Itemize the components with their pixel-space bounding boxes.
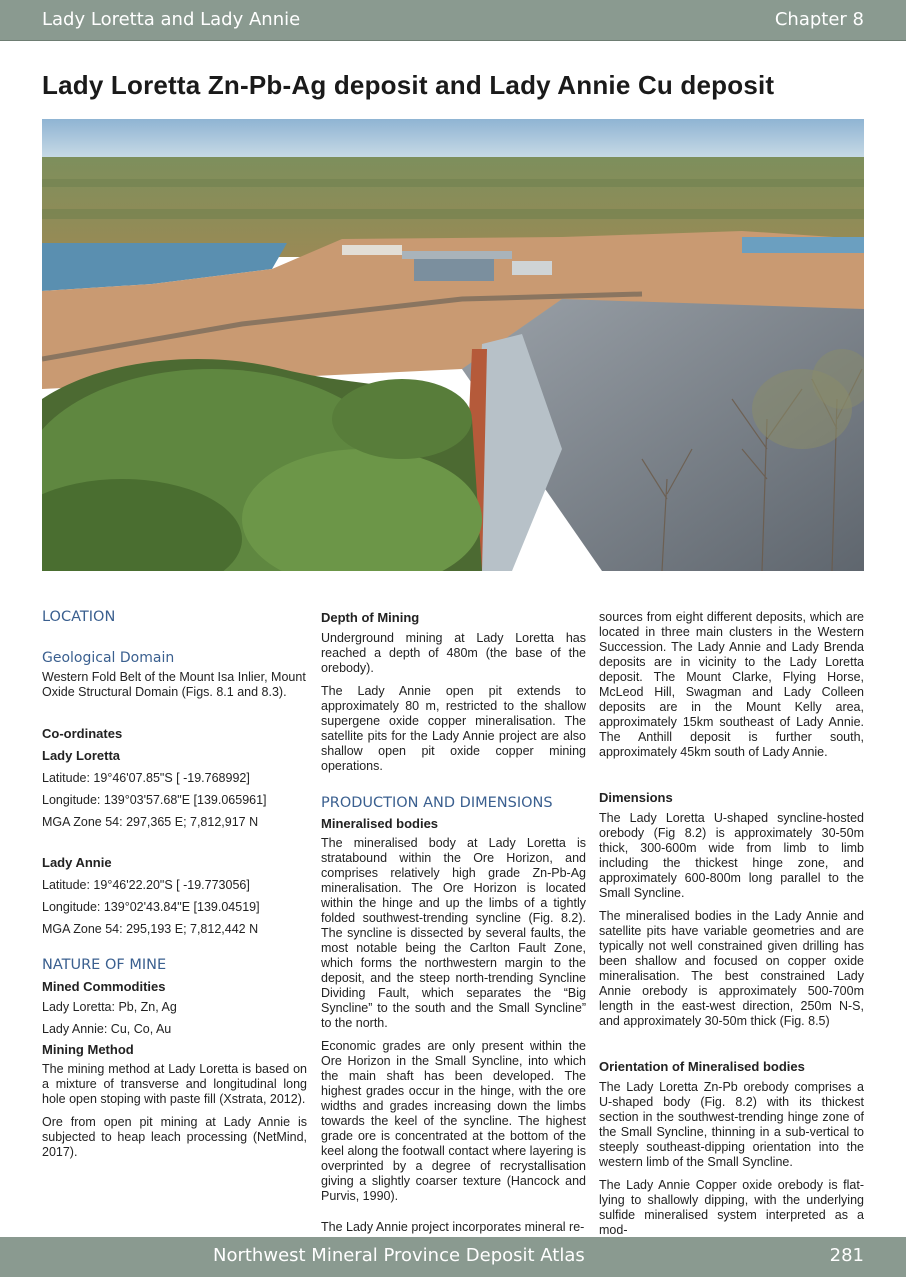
- mined-commodities-heading: Mined Commodities: [42, 979, 166, 994]
- section-heading-production: PRODUCTION AND DIMENSIONS: [321, 795, 553, 811]
- mining-method-paragraph-2: Ore from open pit mining at Lady Annie is subjected to heap leach processing (NetMind, 2017).: [42, 1115, 307, 1159]
- column-1: [42, 610, 307, 1160]
- lady-loretta-latitude: Latitude: 19°46'07.85"S [ -19.768992]: [42, 771, 250, 785]
- geological-domain-text: Western Fold Belt of the Mount Isa Inlier, Mount Oxide Structural Domain (Figs. 8.1 and 8.3).: [42, 670, 306, 699]
- column-3: [599, 610, 864, 1238]
- depth-paragraph-1: Underground mining at Lady Loretta has reached a depth of 480m (the base of the orebody).: [321, 631, 586, 675]
- mining-method-paragraph-1: The mining method at Lady Loretta is based on a mixture of transverse and longitudinal long hole open stoping with paste fill (Xstrata, 2012).: [42, 1062, 307, 1106]
- page-title: Lady Loretta Zn-Pb-Ag deposit and Lady Annie Cu deposit: [42, 70, 775, 100]
- footer-publication-title: Northwest Mineral Province Deposit Atlas: [213, 1245, 585, 1266]
- lady-annie-longitude: Longitude: 139°02'43.84"E [139.04519]: [42, 900, 260, 914]
- dimensions-heading: Dimensions: [599, 790, 673, 805]
- header-section-title: Lady Loretta and Lady Annie: [42, 9, 301, 30]
- footer-bar: [0, 1237, 906, 1277]
- mined-commodities-lady-annie: Lady Annie: Cu, Co, Au: [42, 1022, 172, 1036]
- mining-method-heading: Mining Method: [42, 1042, 134, 1057]
- lady-loretta-mga: MGA Zone 54: 297,365 E; 7,812,917 N: [42, 815, 259, 829]
- section-heading-location: LOCATION: [42, 609, 116, 625]
- dimensions-paragraph-2: The mineralised bodies in the Lady Annie and satellite pits have variable geometries and are typically not well constrained given drilling has been shallow and focused on copper oxide mineralisation. The best constrained Lady Annie orebody is approximately 500-700m length in the east-west direction, 250m N-S, and approximately 30-50m thick (Fig. 8.5): [599, 909, 864, 1028]
- page-number: 281: [829, 1245, 864, 1266]
- orientation-paragraph-1: The Lady Loretta Zn-Pb orebody comprises a U-shaped body (Fig. 8.2) with its thickest section in the southwest-trending hinge zone of the Small Syncline, thinning in a sub-vertical to steeply southeast-dipping orientation into the western limb of the Small Syncline.: [599, 1080, 864, 1169]
- lady-loretta-coords-heading: Lady Loretta: [42, 748, 121, 763]
- geological-domain-heading: Geological Domain: [42, 650, 175, 666]
- coordinates-heading: Co-ordinates: [42, 726, 123, 741]
- mine-site-photo: [42, 119, 864, 571]
- resources-continuation-paragraph: sources from eight different deposits, which are located in three main clusters in the Western Succession. The Lady Annie and Lady Brenda deposits are in vicinity to the Lady Loretta deposit. The Mount Clarke, Flying Horse, McLeod Hill, Swagman and Lady Colleen deposits are in the Mount Kelly area, approximately 15km southeast of Lady Annie. The Anthill deposit is further south, approximately 45km south of Lady Annie.: [599, 610, 864, 759]
- lady-annie-mga: MGA Zone 54: 295,193 E; 7,812,442 N: [42, 922, 259, 936]
- section-heading-nature-of-mine: NATURE OF MINE: [42, 957, 167, 973]
- depth-of-mining-heading: Depth of Mining: [321, 610, 420, 625]
- orientation-paragraph-2: The Lady Annie Copper oxide orebody is flat-lying to shallowly dipping, with the underlying sulfide mineralised system interpreted as a mod-: [599, 1178, 864, 1237]
- depth-paragraph-2: The Lady Annie open pit extends to approximately 80 m, restricted to the shallow supergene oxide copper mineralisation. The satellite pits for the Lady Annie project are also shallow open pit oxide copper mining operations.: [321, 684, 586, 773]
- mineralised-bodies-heading: Mineralised bodies: [321, 816, 439, 831]
- mineralised-bodies-paragraph-1: The mineralised body at Lady Loretta is stratabound within the Ore Horizon, and comprises relatively high grade Zn-Pb-Ag mineralisation. The Ore Horizon is located within the hinge and up the limbs of a tightly folded southwest-trending syncline (Fig. 8.2). The syncline is dissected by several faults, the most notable being the Carlton Fault Zone, which forms the northwestern margin to the deposit, and the steep north-trending Syncline Dividing Fault, which separates the “Big Syncline” to the south and the Small Syncline” to the north.: [321, 836, 586, 1030]
- lady-loretta-longitude: Longitude: 139°03'57.68"E [139.065961]: [42, 793, 267, 807]
- mineralised-bodies-paragraph-3: The Lady Annie project incorporates mineral re-: [321, 1220, 585, 1234]
- dimensions-paragraph-1: The Lady Loretta U-shaped syncline-hosted orebody (Fig 8.2) is approximately 30-50m thick, 300-600m wide from limb to limb including the thickest hinge zone, and approximately 600-800m long parallel to the Small Syncline.: [599, 811, 864, 900]
- lady-annie-latitude: Latitude: 19°46'22.20"S [ -19.773056]: [42, 878, 250, 892]
- mineralised-bodies-paragraph-2: Economic grades are only present within the Ore Horizon in the Small Syncline, into which the main shaft has been developed. The highest grades occur in the hinge, with the ore widths and grades increasing down the limbs towards the keel of the syncline. The highest grade ore is concentrated at the bottom of the keel along the footwall contact where layering is overprinted by a degree of recrystallisation giving a slightly coarser texture (Hancock and Purvis, 1990).: [321, 1039, 586, 1203]
- lady-annie-coords-heading: Lady Annie: [42, 855, 112, 870]
- header-bar: [0, 0, 906, 41]
- column-2: [321, 610, 586, 1235]
- header-chapter: Chapter 8: [774, 9, 864, 30]
- orientation-heading: Orientation of Mineralised bodies: [599, 1059, 805, 1074]
- mined-commodities-lady-loretta: Lady Loretta: Pb, Zn, Ag: [42, 1000, 177, 1014]
